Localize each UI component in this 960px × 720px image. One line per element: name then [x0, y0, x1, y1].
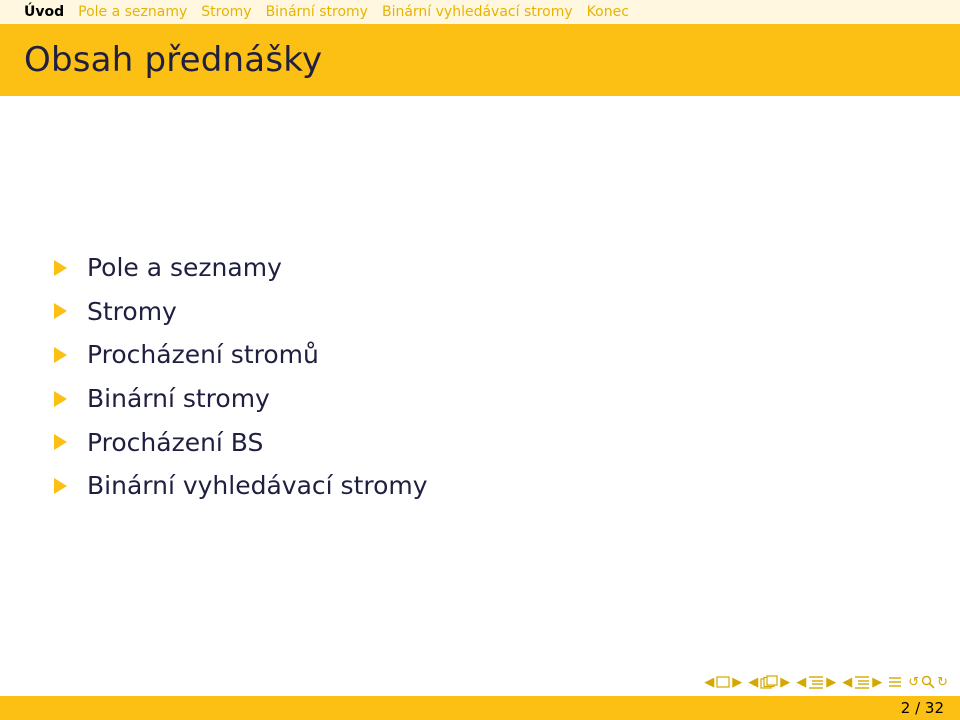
arrow-right-icon[interactable]: ▶	[872, 674, 883, 690]
list-item	[54, 420, 428, 464]
nav-section-stromy[interactable]: Stromy	[201, 4, 252, 20]
section-icon[interactable]	[854, 675, 870, 689]
bullet-list	[54, 246, 428, 508]
triangle-bullet-icon	[54, 478, 67, 494]
list-item-text: Binární vyhledávací stromy	[87, 471, 428, 501]
nav-section-pole-a-seznamy[interactable]: Pole a seznamy	[78, 4, 188, 20]
undo-icon[interactable]: ↺	[908, 674, 920, 690]
list-item-text: Pole a seznamy	[87, 253, 282, 283]
footer-bar	[0, 696, 960, 720]
nav-section-konec[interactable]: Konec	[586, 4, 629, 20]
arrow-right-icon[interactable]: ▶	[732, 674, 743, 690]
list-item	[54, 333, 428, 377]
list-item-text: Binární stromy	[87, 384, 270, 414]
list-item-text: Procházení BS	[87, 427, 264, 457]
page-number: 2 / 32	[900, 699, 944, 717]
arrow-left-icon[interactable]: ◀	[796, 674, 807, 690]
frame-nav-group	[748, 675, 790, 690]
section-navigation	[0, 0, 960, 24]
list-item	[54, 377, 428, 421]
search-icon[interactable]	[921, 675, 935, 689]
navigation-symbols	[704, 672, 948, 692]
search-nav-group	[908, 675, 948, 690]
triangle-bullet-icon	[54, 347, 67, 363]
subsection-nav-group	[796, 675, 836, 690]
arrow-left-icon[interactable]: ◀	[704, 674, 715, 690]
list-item-text: Stromy	[87, 296, 177, 326]
slide-nav-group	[704, 675, 742, 690]
arrow-right-icon[interactable]: ▶	[780, 674, 791, 690]
subsection-icon[interactable]	[808, 675, 824, 689]
frame-title-bar	[0, 24, 960, 96]
arrow-right-icon[interactable]: ▶	[826, 674, 837, 690]
list-item	[54, 246, 428, 290]
triangle-bullet-icon	[54, 434, 67, 450]
triangle-bullet-icon	[54, 303, 67, 319]
list-item-text: Procházení stromů	[87, 340, 319, 370]
list-item	[54, 464, 428, 508]
arrow-left-icon[interactable]: ◀	[748, 674, 759, 690]
toc-icon[interactable]	[888, 675, 902, 689]
redo-icon[interactable]: ↻	[937, 674, 948, 690]
nav-section-binarni-vyhledavaci-stromy[interactable]: Binární vyhledávací stromy	[381, 4, 573, 20]
list-item	[54, 290, 428, 334]
frame-icon[interactable]	[760, 675, 778, 689]
page-title: Obsah přednášky	[24, 40, 323, 80]
triangle-bullet-icon	[54, 260, 67, 276]
nav-section-uvod[interactable]: Úvod	[24, 4, 65, 20]
section-nav-group	[842, 675, 882, 690]
arrow-left-icon[interactable]: ◀	[842, 674, 853, 690]
triangle-bullet-icon	[54, 391, 67, 407]
slide-icon[interactable]	[716, 676, 730, 688]
nav-section-binarni-stromy[interactable]: Binární stromy	[265, 4, 368, 20]
